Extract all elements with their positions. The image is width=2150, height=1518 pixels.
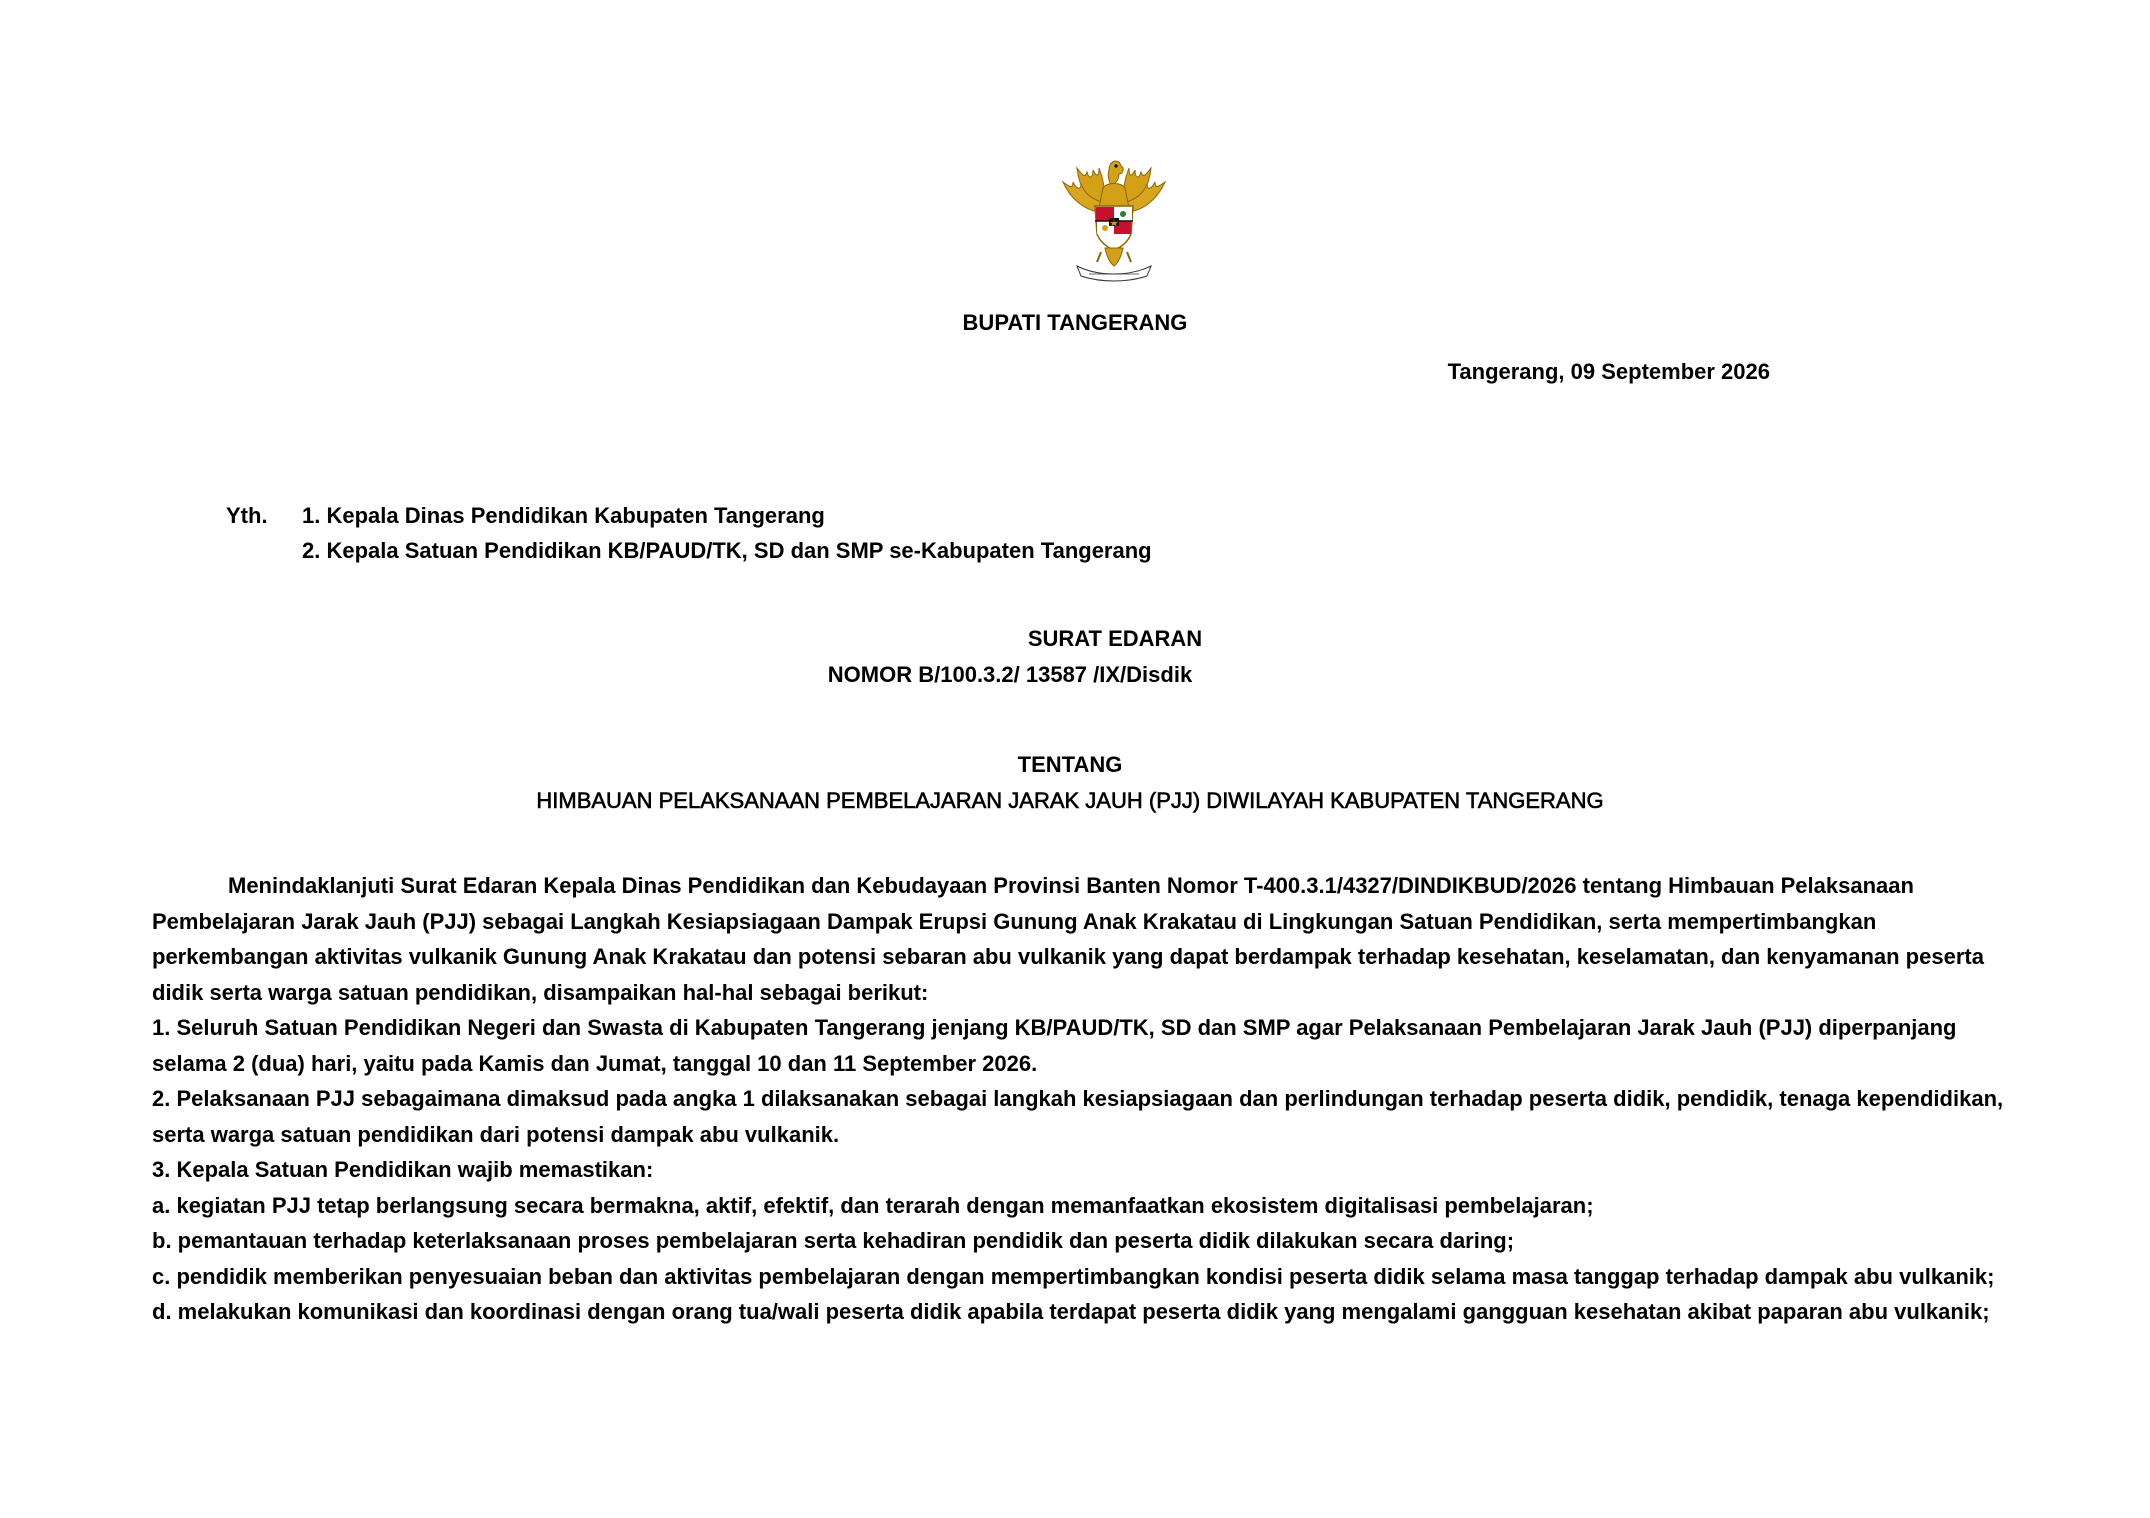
list-item: a. kegiatan PJJ tetap berlangsung secara bermakna, aktif, efektif, dan terarah dengan memanfaatkan ekosistem digitalisasi pembelajaran;	[152, 1192, 1594, 1218]
list-item: d. melakukan komunikasi dan koordinasi dengan orang tua/wali peserta didik apabila terdapat peserta didik yang mengalami gangguan kesehatan akibat paparan abu vulkanik;	[152, 1299, 1990, 1324]
letter-date: Tangerang, 09 September 2026	[1447, 359, 1770, 384]
list-item: c. pendidik memberikan penyesuaian beban dan aktivitas pembelajaran dengan mempertimbangkan kondisi peserta didik selama masa tanggap terhadap dampak abu vulkanik;	[152, 1263, 1995, 1289]
recipient-item: 2. Kepala Satuan Pendidikan KB/PAUD/TK, SD dan SMP se-Kabupaten Tangerang	[302, 538, 1152, 563]
document-type: SURAT EDARAN	[1027, 626, 1203, 651]
recipients-label: Yth.	[226, 503, 268, 528]
office-heading: BUPATI TANGERANG	[962, 310, 1188, 335]
about-label: TENTANG	[1017, 752, 1123, 777]
recipient-item: 1. Kepala Dinas Pendidikan Kabupaten Tangerang	[302, 503, 825, 528]
list-item: b. pemantauan terhadap keterlaksanaan proses pembelajaran serta kehadiran pendidik dan peserta didik dilakukan secara daring;	[152, 1228, 1515, 1253]
intro-paragraph: Menindaklanjuti Surat Edaran Kepala Dinas Pendidikan dan Kebudayaan Provinsi Banten Nomor T-400.3.1/4327/DINDIKBUD/2026 tentang Himbauan Pelaksanaan Pembelajaran Jarak Jauh (PJJ) sebagai Langkah Kesiapsiagaan Dampak Erupsi Gunung Anak Krakatau di Lingkungan Satuan Pendidikan, serta mempertimbangkan perkembangan aktivitas vulkanik Gunung Anak Krakatau dan potensi sebaran abu vulkanik yang dapat berdampak terhadap kesehatan, keselamatan, dan kenyamanan peserta didik serta warga satuan pendidikan, disampaikan hal-hal sebagai berikut:	[152, 873, 1984, 1005]
garuda-emblem-icon	[1049, 148, 1179, 288]
document-subject: HIMBAUAN PELAKSANAAN PEMBELAJARAN JARAK JAUH (PJJ) DIWILAYAH KABUPATEN TANGERANG	[536, 788, 1604, 813]
list-item: 1. Seluruh Satuan Pendidikan Negeri dan Swasta di Kabupaten Tangerang jenjang KB/PAUD/TK, SD dan SMP agar Pelaksanaan Pembelajaran Jarak Jauh (PJJ) diperpanjang selama 2 (dua) hari, yaitu pada Kamis dan Jumat, tanggal 10 dan 11 September 2026.	[152, 1015, 1957, 1076]
list-item: 3. Kepala Satuan Pendidikan wajib memastikan:	[152, 1157, 654, 1182]
list-item: 2. Pelaksanaan PJJ sebagaimana dimaksud pada angka 1 dilaksanakan sebagai langkah kesiapsiagaan dan perlindungan terhadap peserta didik, pendidik, tenaga kependidikan, serta warga satuan pendidikan dari potensi dampak abu vulkanik.	[152, 1086, 2004, 1147]
letter-body	[152, 868, 2012, 1330]
document-number: NOMOR B/100.3.2/ 13587 /IX/Disdik	[827, 662, 1193, 687]
